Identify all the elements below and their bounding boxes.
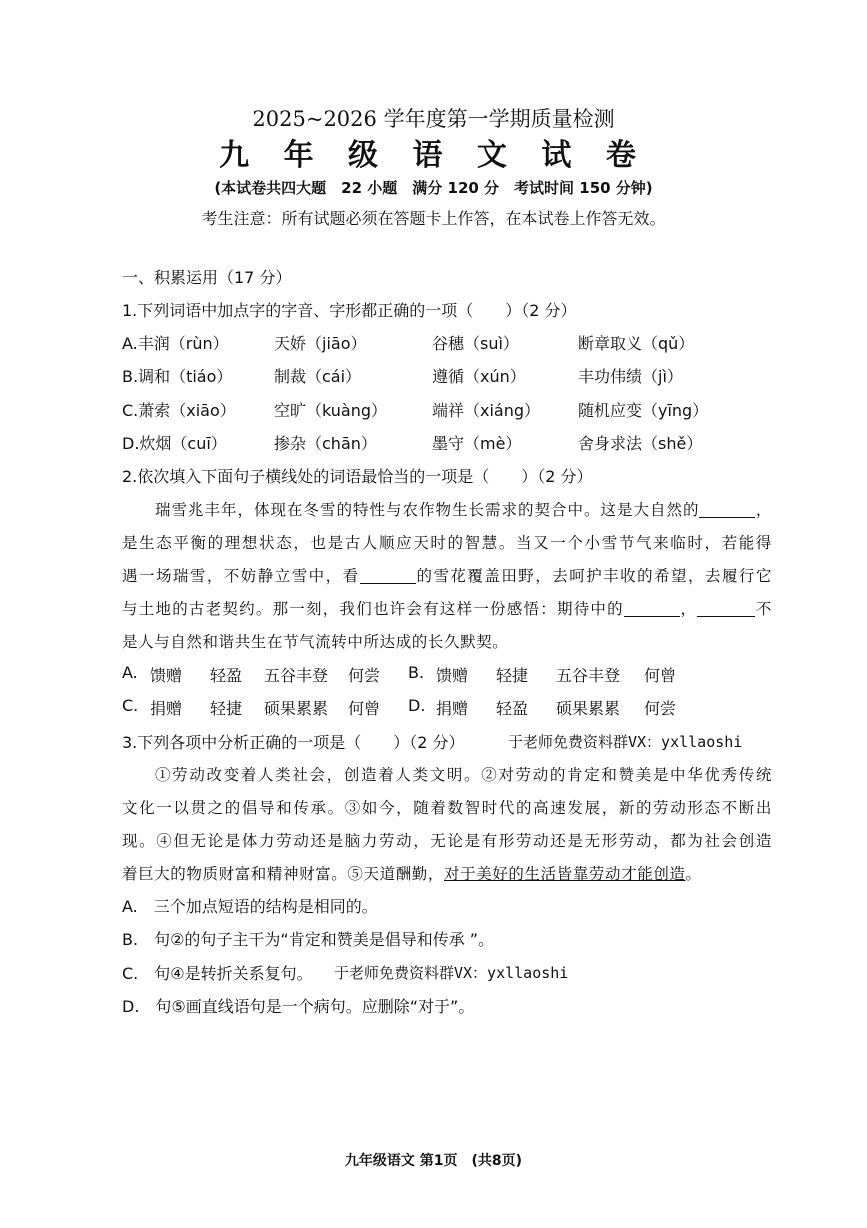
q2-d-word-3: 硕果累累 [556, 699, 621, 718]
q2-passage-line-3: 遇一场瑞雪，不妨静立雪中，看 的雪花覆盖田野，去呵护丰收的希望，去履行它 [122, 567, 773, 585]
q1-option-a: A.丰润（rùn） [122, 334, 229, 353]
q2-passage-line-4: 与土地的古老契约。那一刻，我们也许会有这样一份感悟：期待中的 ， 不 [122, 600, 772, 618]
q2-b-word-3: 五谷丰登 [556, 666, 621, 685]
q1-option-c: C.萧索（xiāo） [122, 401, 236, 420]
fill-blank-3 [624, 601, 680, 618]
exam-year-title: 2025~2026 学年度第一学期质量检测 [252, 107, 615, 131]
q1-d-word-4: 舍身求法（shě） [578, 434, 703, 453]
question-3-stem: 3.下列各项中分析正确的一项是（ ）（2 分） [122, 733, 465, 752]
q2-d-word-2: 轻盈 [496, 699, 529, 718]
q2-passage-line-5: 是人与自然和谐共生在节气流转中所达成的长久默契。 [122, 633, 509, 651]
exam-notice: 考生注意：所有试题必须在答题卡上作答，在本试卷上作答无效。 [201, 209, 666, 228]
fill-blank-2 [360, 568, 416, 585]
q1-c-word-4: 随机应变（yīng） [578, 401, 709, 420]
q2-passage-line-1: 瑞雪兆丰年，体现在冬雪的特性与农作物生长需求的契合中。这是大自然的 ， [155, 501, 772, 519]
watermark-text: 于老师免费资料群VX：yxllaoshi [508, 733, 743, 751]
page-footer: 九年级语文 第1页 (共8页) [344, 1153, 523, 1169]
q3-passage-line-2: 文化一以贯之的倡导和传承。③如今，随着数智时代的高速发展，新的劳动形态不断出 [122, 799, 772, 817]
q1-option-d: D.炊烟（cuī） [122, 434, 227, 453]
q2-c-word-2: 轻捷 [210, 699, 243, 718]
q2-a-word-1: 馈赠 [150, 666, 183, 685]
q2-option-d-letter: D. [408, 696, 426, 715]
q2-c-word-4: 何曾 [348, 699, 381, 718]
watermark-text-2: 于老师免费资料群VX：yxllaoshi [334, 964, 569, 982]
q1-d-word-2: 掺杂（chān） [274, 434, 377, 453]
exam-info: (本试卷共四大题 22 小题 满分 120 分 考试时间 150 分钟) [214, 179, 653, 197]
q2-a-word-4: 何尝 [348, 666, 381, 685]
q1-c-word-2: 空旷（kuàng） [274, 401, 388, 420]
q1-a-word-4: 断章取义（qǔ） [578, 334, 695, 353]
q3-option-c: C. 句④是转折关系复句。 [122, 964, 313, 983]
underlined-sentence: 对于美好的生活皆靠劳动才能创造 [444, 865, 686, 883]
q2-d-word-1: 捐赠 [436, 699, 469, 718]
q2-b-word-2: 轻捷 [496, 666, 529, 685]
q2-b-word-1: 馈赠 [436, 666, 469, 685]
fill-blank-4 [697, 601, 755, 618]
q3-passage-line-3: 现。④但无论是体力劳动还是脑力劳动，无论是有形劳动还是无形劳动，都为社会创造 [122, 832, 772, 850]
q1-b-word-4: 丰功伟绩（jì） [578, 367, 683, 386]
q2-option-a-letter: A. [122, 663, 138, 682]
question-1-stem: 1.下列词语中加点字的字音、字形都正确的一项（ ）（2 分） [122, 301, 577, 320]
fill-blank-1 [699, 502, 755, 519]
q2-passage-line-2: 是生态平衡的理想状态，也是古人顺应天时的智慧。当又一个小雪节气来临时，若能得 [122, 534, 772, 552]
exam-title: 九 年 级 语 文 试 卷 [219, 138, 648, 173]
question-2-stem: 2.依次填入下面句子横线处的词语最恰当的一项是（ ）（2 分） [122, 467, 593, 486]
q2-c-word-1: 捐赠 [150, 699, 183, 718]
q2-c-word-3: 硕果累累 [264, 699, 329, 718]
q3-passage-line-1: ①劳动改变着人类社会，创造着人类文明。②对劳动的肯定和赞美是中华优秀传统 [155, 766, 772, 784]
q2-option-b-letter: B. [408, 663, 425, 682]
q2-option-c-letter: C. [122, 696, 139, 715]
q2-d-word-4: 何尝 [644, 699, 677, 718]
q3-passage-line-4: 着巨大的物质财富和精神财富。⑤天道酬勤，对于美好的生活皆靠劳动才能创造。 [122, 865, 702, 883]
section-1-title: 一、积累运用（17 分） [122, 268, 292, 287]
q3-option-d: D. 句⑤画直线语句是一个病句。应删除“对于”。 [122, 997, 475, 1016]
q3-option-a: A. 三个加点短语的结构是相同的。 [122, 897, 378, 916]
q1-b-word-3: 遵循（xún） [432, 367, 526, 386]
q2-a-word-2: 轻盈 [210, 666, 243, 685]
q3-option-b: B. 句②的句子主干为“肯定和赞美是倡导和传承 ”。 [122, 930, 495, 949]
q1-a-word-3: 谷穗（suì） [432, 334, 519, 353]
q1-option-b: B.调和（tiáo） [122, 367, 233, 386]
q1-d-word-3: 墨守（mè） [432, 434, 522, 453]
q2-b-word-4: 何曾 [644, 666, 677, 685]
q1-b-word-2: 制裁（cái） [274, 367, 362, 386]
q1-a-word-2: 天娇（jiāo） [274, 334, 367, 353]
q1-c-word-3: 端祥（xiáng） [432, 401, 541, 420]
q2-a-word-3: 五谷丰登 [264, 666, 329, 685]
